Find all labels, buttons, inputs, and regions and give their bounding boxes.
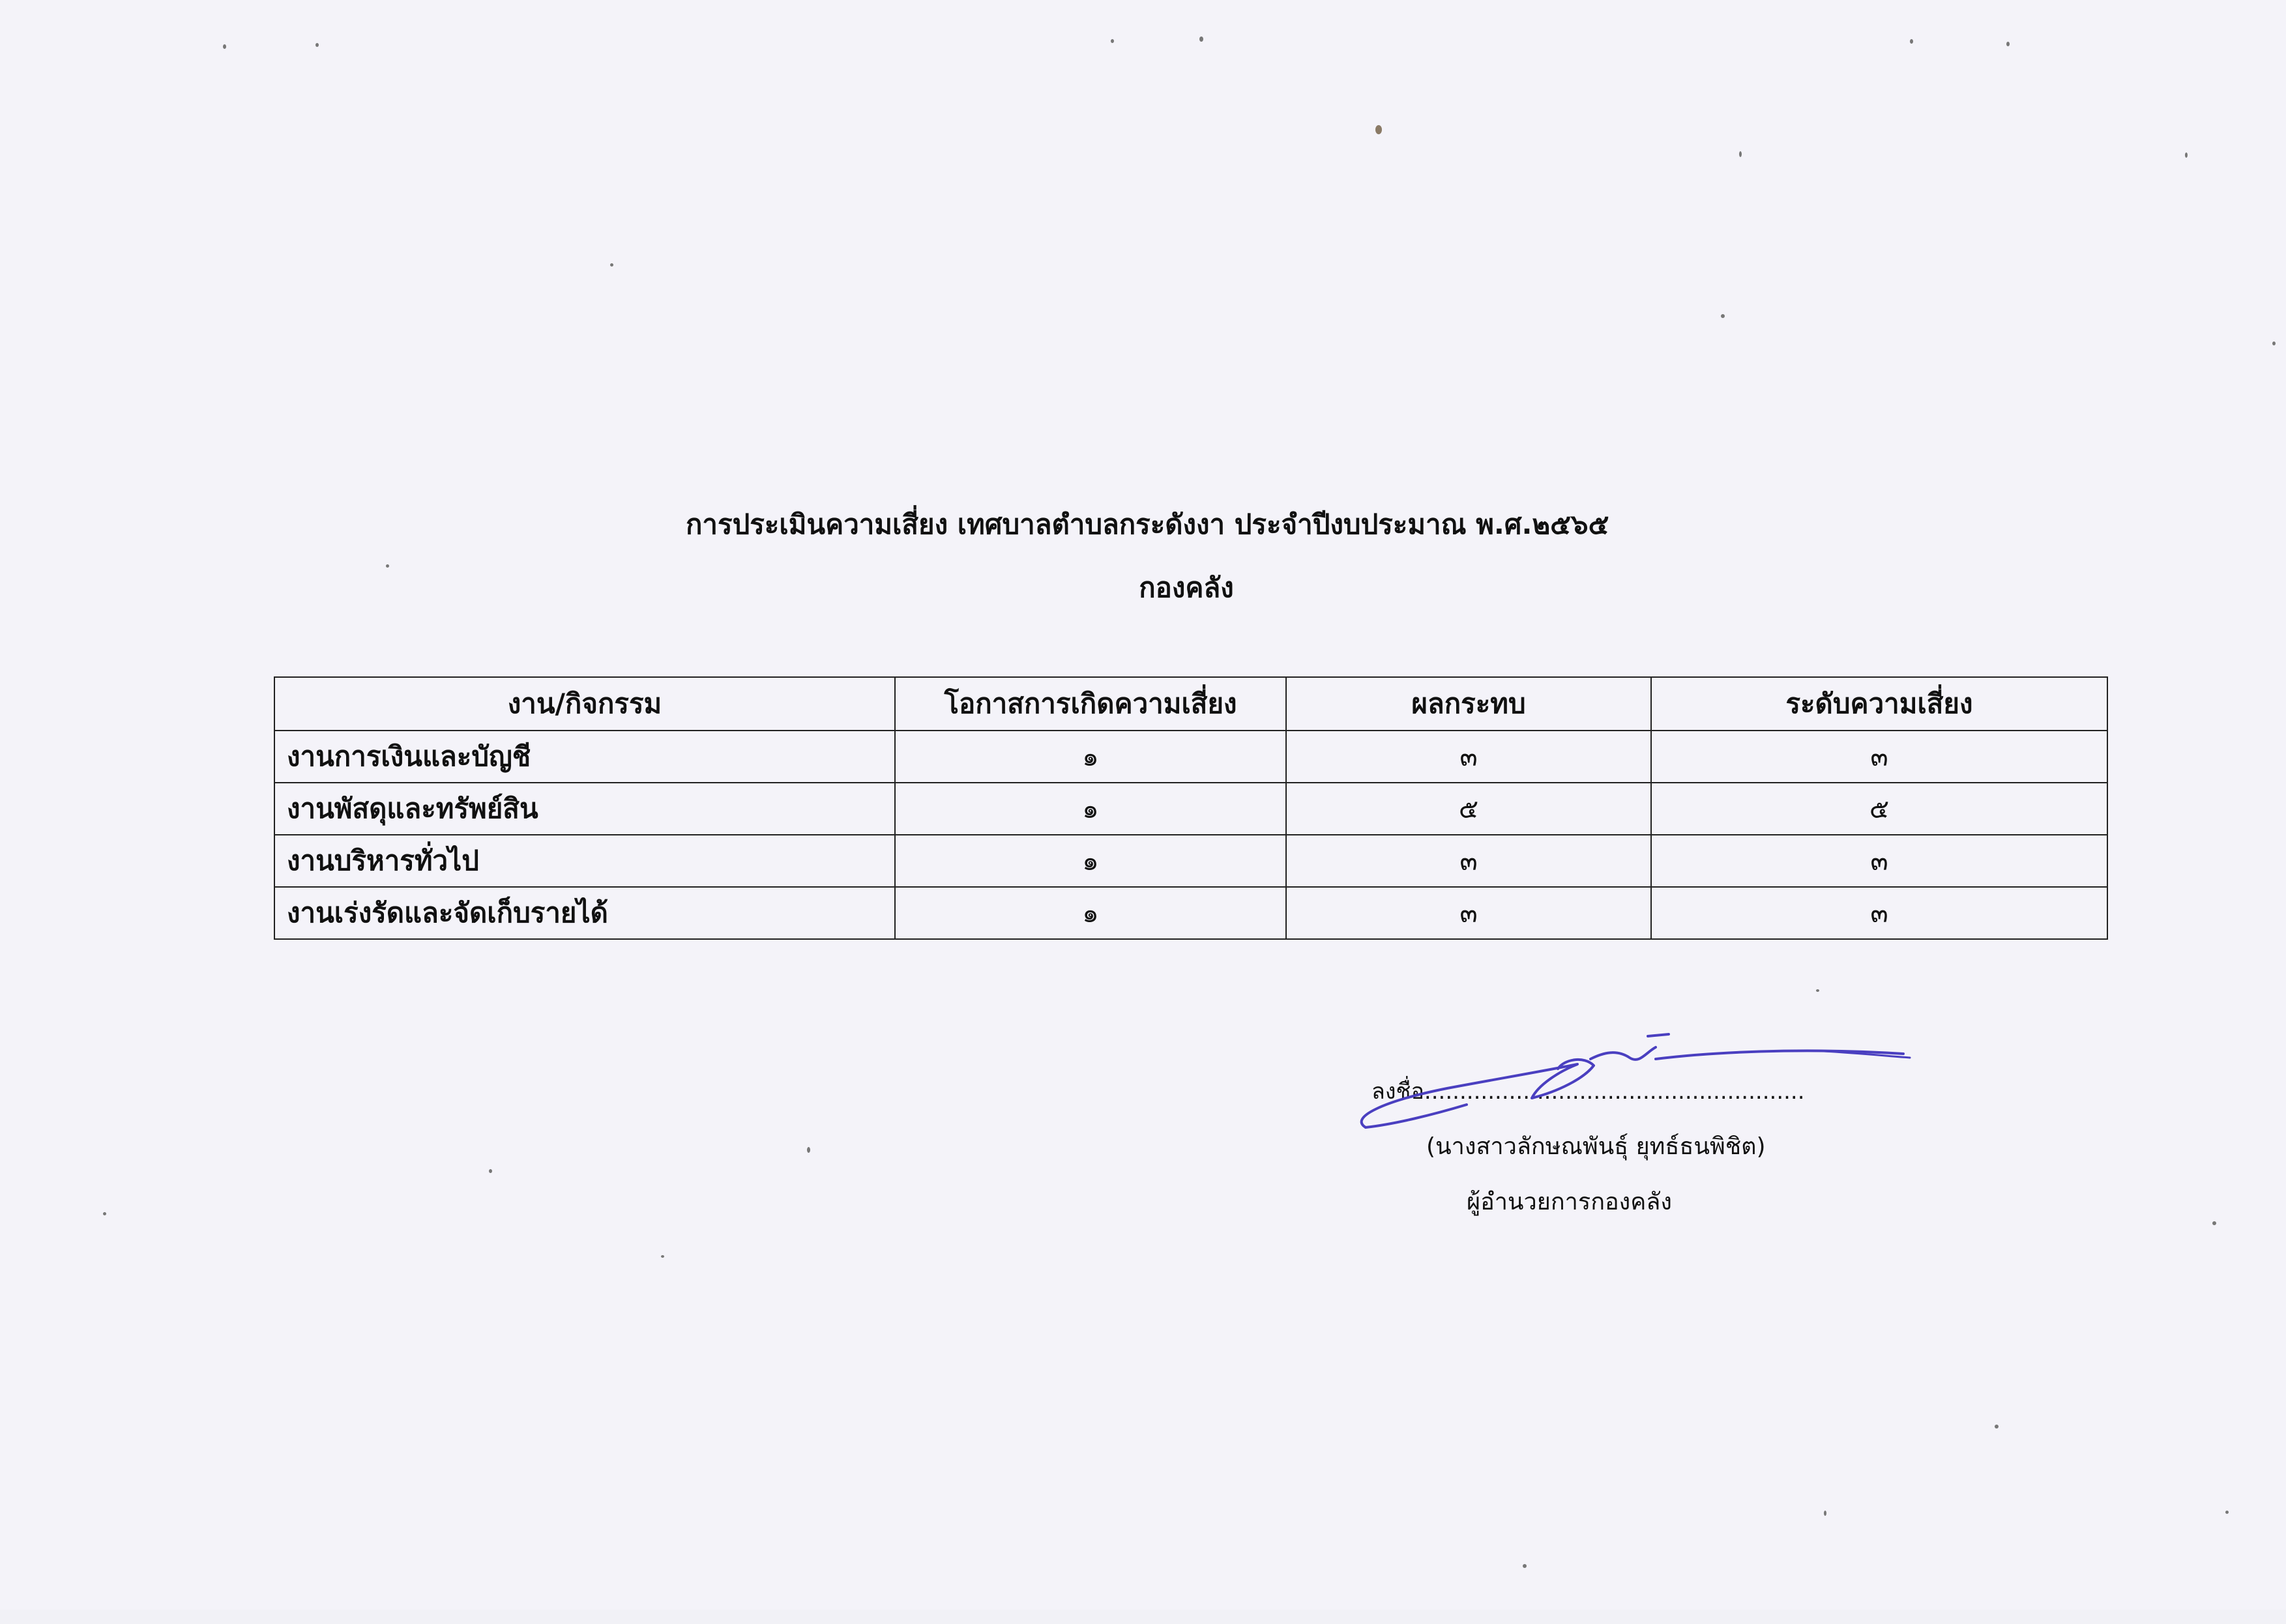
scan-speck [1721,314,1725,318]
table-row [274,887,2107,939]
activity-cell: งานการเงินและบัญชี [274,731,895,783]
impact-cell: ๓ [1286,835,1651,887]
signature-line: ลงชื่อ...................................................... [1371,1079,1805,1105]
likelihood-cell: ๑ [895,731,1286,783]
header-risk-level: ระดับความเสี่ยง [1651,677,2107,731]
impact-cell: ๓ [1286,887,1651,939]
document-subtitle: กองคลัง [1139,572,1234,603]
scan-speck [2225,1511,2229,1514]
activity-cell: งานเร่งรัดและจัดเก็บรายได้ [274,887,895,939]
likelihood-cell: ๑ [895,783,1286,835]
signer-position: ผู้อำนวยการกองคลัง [1467,1189,1672,1215]
impact-cell: ๕ [1286,783,1651,835]
scan-speck [1824,1511,1826,1516]
header-activity: งาน/กิจกรรม [274,677,895,731]
likelihood-cell: ๑ [895,835,1286,887]
handwritten-signature [1343,987,1916,1144]
risk-level-cell: ๓ [1651,887,2107,939]
signer-name: (นางสาวลักษณพันธุ์ ยุทธ์ธนพิชิต) [1426,1133,1766,1160]
scan-speck [386,564,389,568]
activity-cell: งานบริหารทั่วไป [274,835,895,887]
scan-speck [489,1169,492,1173]
likelihood-cell: ๑ [895,887,1286,939]
scan-speck [1111,39,1114,43]
risk-level-cell: ๓ [1651,731,2107,783]
scan-speck [807,1147,810,1153]
scan-speck [1995,1425,1999,1428]
table-row [274,835,2107,887]
scan-speck [315,43,319,47]
scan-speck [1739,151,1742,157]
header-likelihood: โอกาสการเกิดความเสี่ยง [895,677,1286,731]
risk-assessment-table [274,676,2108,940]
scan-speck [2212,1221,2216,1225]
impact-cell: ๓ [1286,731,1651,783]
scan-speck [103,1212,106,1215]
scan-speck [1523,1564,1527,1568]
scan-speck [2185,152,2188,158]
header-impact: ผลกระทบ [1286,677,1651,731]
scan-speck [1199,36,1203,42]
scan-speck [1910,39,1913,44]
activity-cell: งานพัสดุและทรัพย์สิน [274,783,895,835]
scan-speck [223,44,226,49]
scan-speck [610,263,613,267]
document-title: การประเมินความเสี่ยง เทศบาลตำบลกระดังงา ประจำปีงบประมาณ พ.ศ.๒๕๖๕ [686,508,1609,540]
scan-speck [661,1255,664,1258]
table-row [274,783,2107,835]
scan-speck [2272,341,2276,345]
risk-level-cell: ๓ [1651,835,2107,887]
table-header-row [274,677,2107,731]
table-row [274,731,2107,783]
scan-speck [1375,125,1382,134]
risk-level-cell: ๕ [1651,783,2107,835]
scan-speck [2006,42,2010,46]
scan-speck [1816,989,1819,992]
